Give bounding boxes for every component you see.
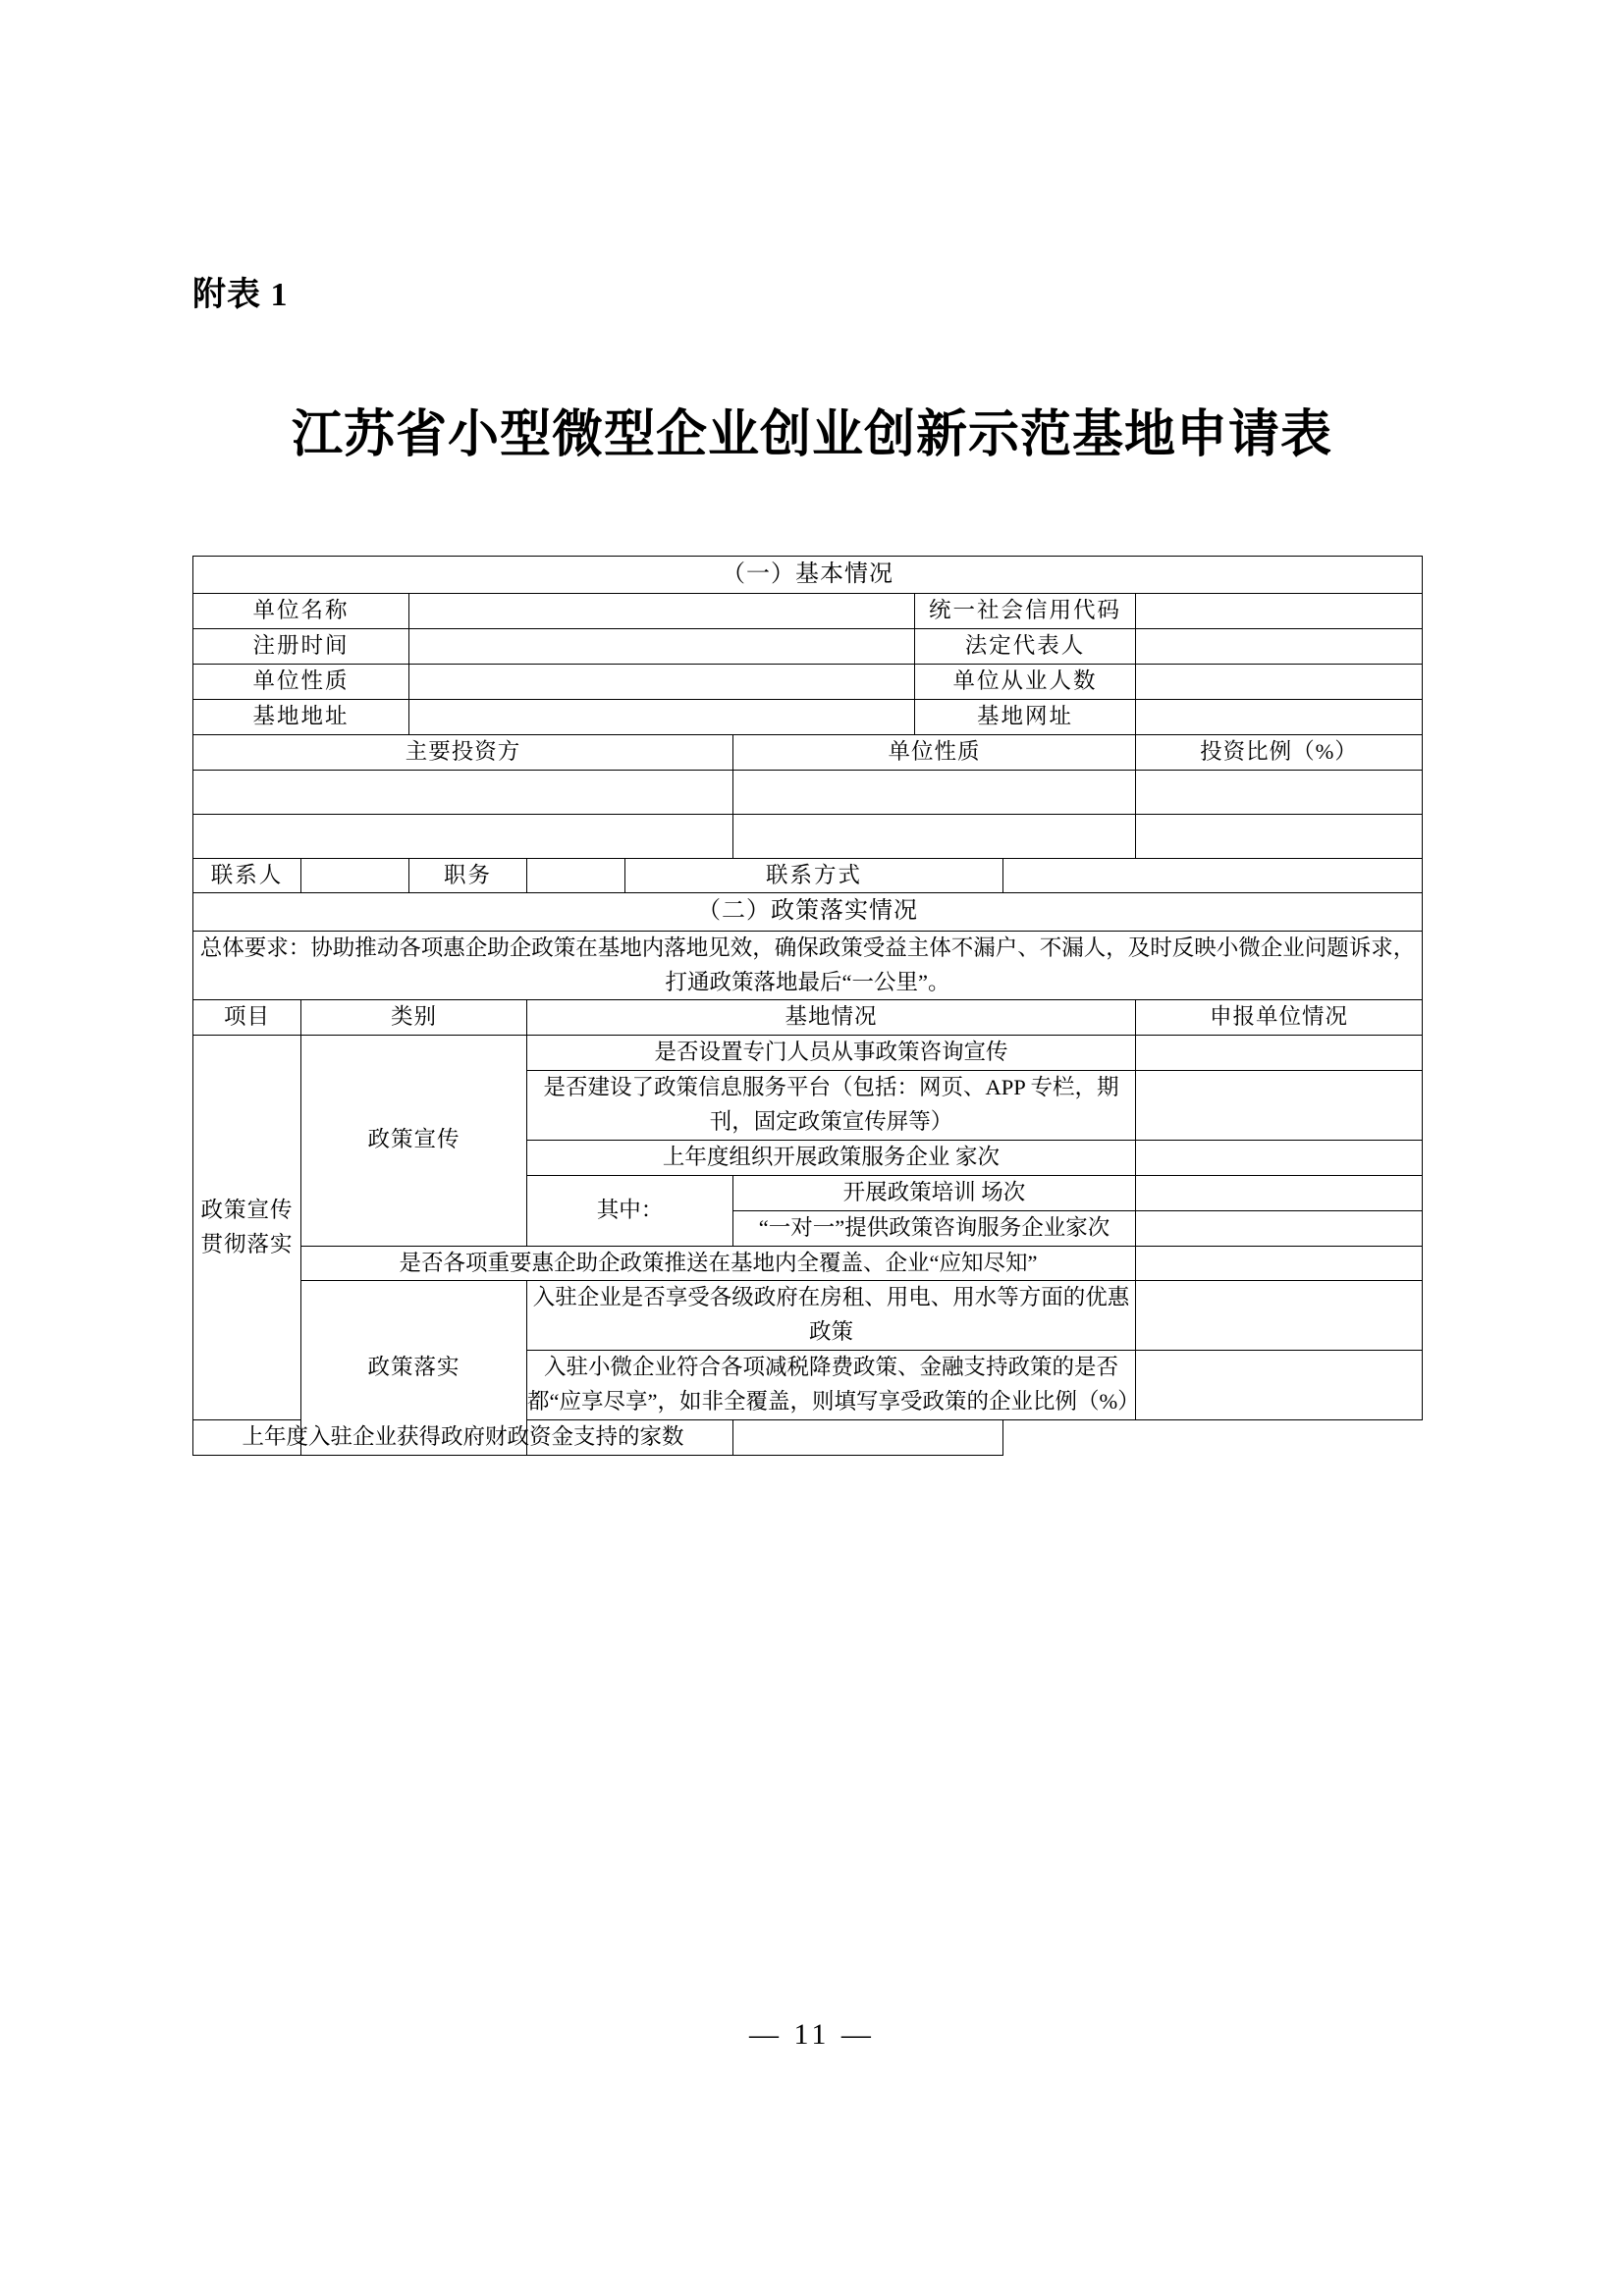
- field-label-base-address: 基地地址: [193, 699, 409, 734]
- table-row: [193, 699, 1423, 734]
- section-one-heading: （一）基本情况: [193, 557, 1423, 594]
- col-header-project: 项目: [193, 1000, 301, 1036]
- field-label-credit-code: 统一社会信用代码: [915, 594, 1136, 629]
- field-input-unit-name[interactable]: [409, 594, 915, 629]
- investor-nature-input-2[interactable]: [733, 814, 1136, 858]
- field-input-contact-method[interactable]: [1003, 858, 1423, 893]
- policy-item-desc: 上年度入驻企业获得政府财政资金支持的家数: [193, 1419, 733, 1455]
- policy-item-desc: 入驻企业是否享受各级政府在房租、用电、用水等方面的优惠政策: [527, 1281, 1136, 1351]
- investor-name-input-1[interactable]: [193, 770, 733, 814]
- field-label-contact-person: 联系人: [193, 858, 301, 893]
- field-label-position: 职务: [409, 858, 527, 893]
- category-label-policy-promotion: 政策宣传: [301, 1036, 527, 1246]
- field-label-base-website: 基地网址: [915, 699, 1136, 734]
- section-two-heading: （二）政策落实情况: [193, 893, 1423, 931]
- field-input-contact-person[interactable]: [301, 858, 409, 893]
- field-label-legal-rep: 法定代表人: [915, 629, 1136, 665]
- policy-item-desc: 上年度组织开展政策服务企业 家次: [527, 1140, 1136, 1175]
- policy-item-value[interactable]: [1136, 1351, 1423, 1420]
- investor-row: [193, 814, 1423, 858]
- policy-row: [193, 1281, 1423, 1351]
- investor-ratio-input-1[interactable]: [1136, 770, 1423, 814]
- policy-item-desc: 是否建设了政策信息服务平台（包括：网页、APP 专栏，期刊，固定政策宣传屏等）: [527, 1071, 1136, 1141]
- policy-item-desc: 是否设置专门人员从事政策咨询宣传: [527, 1036, 1136, 1071]
- policy-item-value[interactable]: [1136, 1246, 1423, 1281]
- policy-subitem-value[interactable]: [1136, 1175, 1423, 1210]
- field-input-base-address[interactable]: [409, 699, 915, 734]
- overall-requirement-text: 总体要求：协助推动各项惠企助企政策在基地内落地见效，确保政策受益主体不漏户、不漏人，及时反映小微企业问题诉求，打通政策落地最后“一公里”。: [193, 931, 1423, 1000]
- category-label-policy-implementation: 政策落实: [301, 1281, 527, 1455]
- col-header-investor-nature: 单位性质: [733, 734, 1136, 770]
- subgroup-label-among-which: 其中：: [527, 1175, 733, 1246]
- field-label-unit-nature: 单位性质: [193, 664, 409, 699]
- policy-table-header-row: [193, 1000, 1423, 1036]
- policy-subitem-value[interactable]: [1136, 1210, 1423, 1246]
- policy-row: [193, 1246, 1423, 1281]
- col-header-investment-ratio: 投资比例（%）: [1136, 734, 1423, 770]
- field-input-position[interactable]: [527, 858, 625, 893]
- table-row: [193, 629, 1423, 665]
- page-number: — 11 —: [749, 2018, 875, 2051]
- policy-item-value[interactable]: [1136, 1071, 1423, 1141]
- field-input-credit-code[interactable]: [1136, 594, 1423, 629]
- policy-row: [193, 1036, 1423, 1071]
- policy-item-value[interactable]: [1136, 1036, 1423, 1071]
- section-two-heading-row: [193, 893, 1423, 931]
- policy-item-desc: 是否各项重要惠企助企政策推送在基地内全覆盖、企业“应知尽知”: [301, 1246, 1136, 1281]
- field-label-employee-count: 单位从业人数: [915, 664, 1136, 699]
- project-label-policy-implementation: 政策宣传贯彻落实: [193, 1036, 301, 1420]
- policy-row: [193, 1419, 1423, 1455]
- policy-item-value[interactable]: [1136, 1281, 1423, 1351]
- field-input-legal-rep[interactable]: [1136, 629, 1423, 665]
- table-row: [193, 594, 1423, 629]
- section-one-heading-row: [193, 557, 1423, 594]
- field-label-unit-name: 单位名称: [193, 594, 409, 629]
- investor-header-row: [193, 734, 1423, 770]
- investor-row: [193, 770, 1423, 814]
- investor-nature-input-1[interactable]: [733, 770, 1136, 814]
- field-input-employee-count[interactable]: [1136, 664, 1423, 699]
- investor-ratio-input-2[interactable]: [1136, 814, 1423, 858]
- field-label-register-date: 注册时间: [193, 629, 409, 665]
- field-input-unit-nature[interactable]: [409, 664, 915, 699]
- col-header-category: 类别: [301, 1000, 527, 1036]
- policy-item-value[interactable]: [733, 1419, 1003, 1455]
- contact-row: [193, 858, 1423, 893]
- investor-name-input-2[interactable]: [193, 814, 733, 858]
- application-form-table: [192, 556, 1423, 1456]
- col-header-base-status: 基地情况: [527, 1000, 1136, 1036]
- table-row: [193, 664, 1423, 699]
- field-input-base-website[interactable]: [1136, 699, 1423, 734]
- policy-subitem-desc: 开展政策培训 场次: [733, 1175, 1136, 1210]
- field-input-register-date[interactable]: [409, 629, 915, 665]
- policy-item-value[interactable]: [1136, 1140, 1423, 1175]
- page-title: 江苏省小型微型企业创业创新示范基地申请表: [291, 405, 1332, 464]
- col-header-applicant-status: 申报单位情况: [1136, 1000, 1423, 1036]
- col-header-main-investor: 主要投资方: [193, 734, 733, 770]
- policy-subitem-desc: “一对一”提供政策咨询服务企业家次: [733, 1210, 1136, 1246]
- overall-requirement-row: [193, 931, 1423, 1000]
- field-label-contact-method: 联系方式: [625, 858, 1003, 893]
- policy-item-desc: 入驻小微企业符合各项减税降费政策、金融支持政策的是否都“应享尽享”，如非全覆盖，则填写享受政策的企业比例（%）: [527, 1351, 1136, 1420]
- attachment-label: 附表 1: [192, 277, 289, 313]
